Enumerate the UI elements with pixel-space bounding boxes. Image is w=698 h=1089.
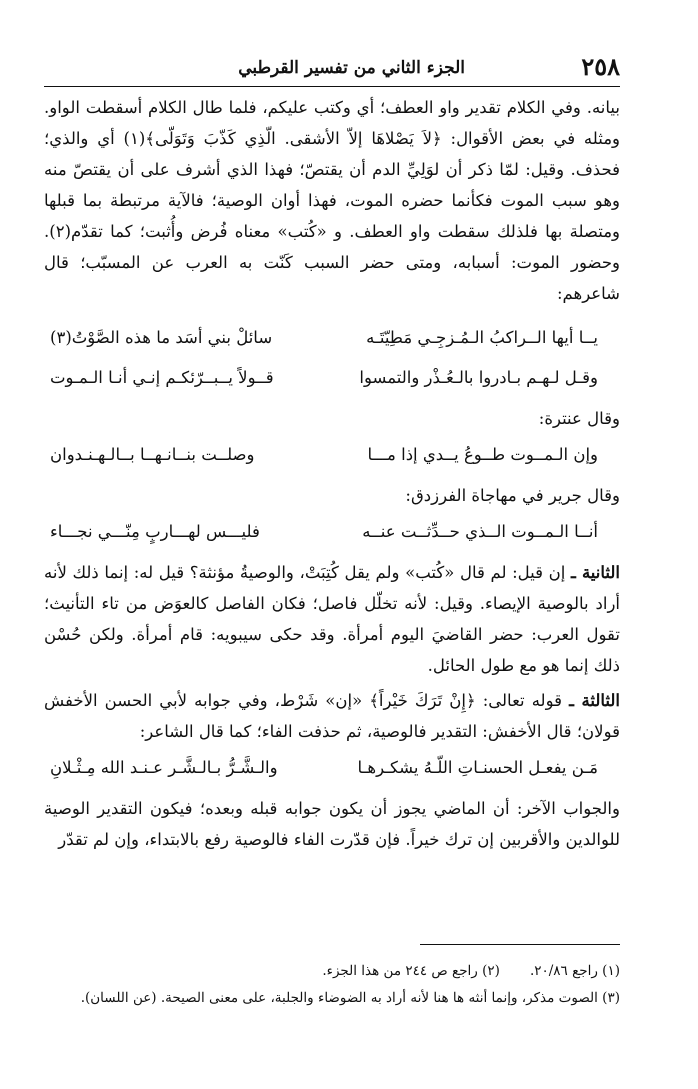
paragraph-4: والجواب الآخر: أن الماضي يجوز أن يكون جوابه قبله وبعده؛ فيكون التقدير الوصية للوالدين والأقربين إن ترك خيراً. فإن قدّرت الفاء فالوصية رفع بالابتداء، وإن لم تقدّر <box>44 799 620 849</box>
verse-hemistich-left: قــولاً يــبــرّئكـم إنـي أنـا الـمـوت <box>50 367 274 387</box>
page-header <box>44 52 620 87</box>
verse-2-intro: وقال عنترة: <box>538 409 620 428</box>
verse-hemistich-right: أنــا الـمــوت الــذي حــدِّثــت عنــه <box>362 521 598 541</box>
footnote-row-2 <box>44 985 620 1012</box>
verse-hemistich-right: يــا أيها الــراكبُ الـمُـزجِـي مَطِيّتَـه <box>366 327 598 347</box>
verse-hemistich-right: مَـن يفعـل الحسنـاتِ اللّـهُ يشكـرهـا <box>357 757 598 777</box>
running-title: الجزء الثاني من تفسير القرطبي <box>238 58 465 78</box>
footnote-separator <box>420 944 620 945</box>
verse-hemistich-right: وإن الـمــوت طــوعُ يــدي إذا مـــا <box>367 444 598 464</box>
footnote-row-1 <box>44 958 620 985</box>
verse-hemistich-left: وصلــت بنــانـهــا بــالـهـنـدوان <box>50 444 255 464</box>
verse-1-line-1 <box>44 317 620 357</box>
verse-3-line-1 <box>44 511 620 551</box>
verse-hemistich-right: وقـل لـهـم بـادروا بالـعُـذْر والتمسوا <box>359 367 598 387</box>
verse-hemistich-left: فليـــس لهـــاربٍ مِنّـــي نجـــاء <box>50 521 260 541</box>
paragraph-2 <box>44 557 620 681</box>
verse-2-line-1 <box>44 434 620 474</box>
verse-3-intro: وقال جرير في مهاجاة الفرزدق: <box>405 486 620 505</box>
footnote-3: (٣) الصوت مذكر، وإنما أنثه ها هنا لأنه أراد به الضوضاء والجلبة، على معنى الصيحة. (عن اللسان). <box>80 990 620 1006</box>
verse-4-line-1 <box>44 747 620 787</box>
paragraph-3-text: قوله تعالى: ﴿إِنْ تَرَكَ خَيْراً﴾ «إن» شَرْط، وفي جوابه لأبي الحسن الأخفش قولان؛ قال الأخفش: التقدير فالوصية، ثم حذفت الفاء؛ كما قال الشاعر: <box>44 691 620 741</box>
footnote-1: (١) راجع ٢٠/٨٦. <box>529 963 620 979</box>
footnotes <box>44 958 620 1012</box>
verse-1-line-2 <box>44 357 620 397</box>
verse-hemistich-left: والـشَّـرُّ بـالـشَّـر عـنـد الله مِـثْـلانِ <box>50 757 278 777</box>
section-label-third: الثالثة ـ <box>569 691 620 710</box>
page-number: ٢٥٨ <box>581 52 620 81</box>
footnote-2: (٢) راجع ص ٢٤٤ من هذا الجزء. <box>322 963 500 979</box>
page-body <box>44 92 620 855</box>
verse-hemistich-left: سائلْ بني أسَد ما هذه الصَّوْتُ(٣) <box>50 327 273 347</box>
section-label-second: الثانية ـ <box>571 563 620 582</box>
paragraph-3 <box>44 685 620 747</box>
paragraph-2-text: إن قيل: لم قال «كُتب» ولم يقل كُتِبَتْ، والوصيةُ مؤنثة؟ قيل له: إنما ذلك لأنه أراد بالوصية الإيصاء. وقيل: لأنه تخلّل فاصل؛ فكان الفاصل كالعوَض من تاء التأنيث؛ تقول العرب: حضر القاضيَ اليوم أمرأة. وقد حكى سيبويه: قام أمرأة. ولكن حُسْن ذلك إنما هو مع طول الحائل. <box>44 563 620 675</box>
paragraph-1: بيانه. وفي الكلام تقدير واو العطف؛ أي وكتب عليكم، فلما طال الكلام أسقطت الواو. ومثله في بعض الأقوال: ﴿لاَ يَصْلاهَا إلاّ الأشقى. الّذِي كَذّبَ وَتَوَلّى﴾(١) أي والذي؛ فحذف. وقيل: لمّا ذكر أن لوَلِيِّ الدم أن يقتصّ؛ فهذا الذي أشرف على أن يقتصّ منه وهو سبب الموت فكأنما حضره الموت، فهذا أوان الوصية؛ فالآية مرتبطة بما قبلها ومتصلة بها فلذلك سقطت واو العطف. و «كُتب» معناه فُرض وأُثبت؛ كما تقدّم(٢). وحضور الموت: أسبابه، ومتى حضر السبب كَنّت به العرب عن المسبّب؛ قال شاعرهم: <box>44 98 621 303</box>
